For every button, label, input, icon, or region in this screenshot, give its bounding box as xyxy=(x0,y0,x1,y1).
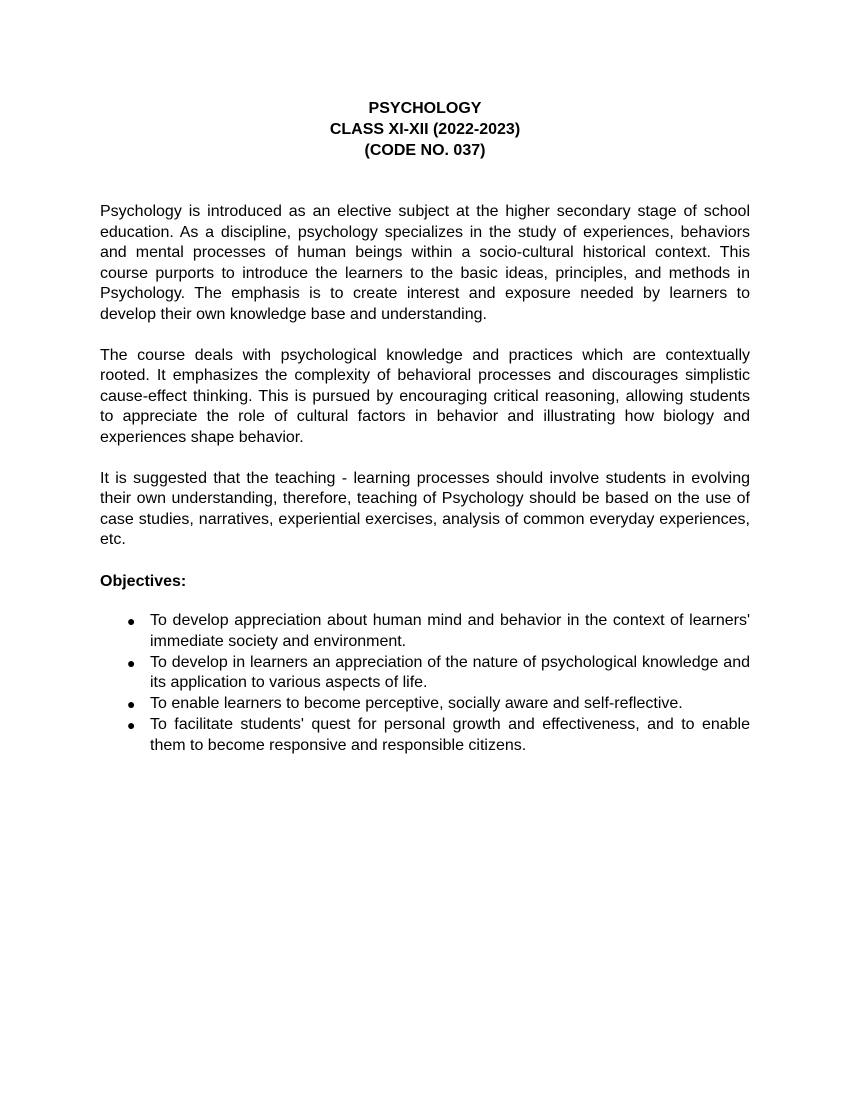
list-item xyxy=(100,611,750,653)
objectives-list xyxy=(100,611,750,757)
objective-text: To develop in learners an appreciation of the nature of psychological knowledge and its application to various aspects of life. xyxy=(150,653,750,692)
intro-paragraph: Psychology is introduced as an elective subject at the higher secondary stage of school education. As a discipline, psychology specializes in the study of experiences, behaviors and mental processes of human beings within a socio-cultural historical context. This course purports to introduce the learners to the basic ideas, principles, and methods in Psychology. The emphasis is to create interest and exposure needed by learners to develop their own knowledge base and understanding. xyxy=(100,203,750,323)
document-page xyxy=(100,98,750,756)
code-title: (CODE NO. 037) xyxy=(364,142,486,159)
objectives-heading: Objectives: xyxy=(100,572,187,590)
objective-text: To enable learners to become perceptive, socially aware and self-reflective. xyxy=(150,695,683,713)
list-item xyxy=(100,653,750,695)
bullet-icon: ● xyxy=(127,696,136,713)
bullet-icon: ● xyxy=(127,716,136,733)
list-item xyxy=(100,694,750,715)
class-title: CLASS XI-XII (2022-2023) xyxy=(329,121,521,138)
list-item xyxy=(100,715,750,757)
objective-text: To develop appreciation about human mind and behavior in the context of learners' immediate society and environment. xyxy=(150,611,750,650)
objective-text: To facilitate students' quest for personal growth and effectiveness, and to enable them to become responsive and responsible citizens. xyxy=(150,715,750,754)
course-paragraph: The course deals with psychological knowledge and practices which are contextually rooted. It emphasizes the complexity of behavioral processes and discourages simplistic cause-effect thinking. This is pursued by encouraging critical reasoning, allowing students to appreciate the role of cultural factors in behavior and illustrating how biology and experiences shape behavior. xyxy=(100,346,750,446)
subject-title: PSYCHOLOGY xyxy=(368,100,482,117)
bullet-icon: ● xyxy=(127,654,136,671)
teaching-paragraph: It is suggested that the teaching - learning processes should involve students in evolving their own understanding, therefore, teaching of Psychology should be based on the use of case studies, narratives, experiential exercises, analysis of common everyday experiences, etc. xyxy=(100,469,750,549)
document-header xyxy=(100,98,750,161)
bullet-icon: ● xyxy=(127,612,136,629)
